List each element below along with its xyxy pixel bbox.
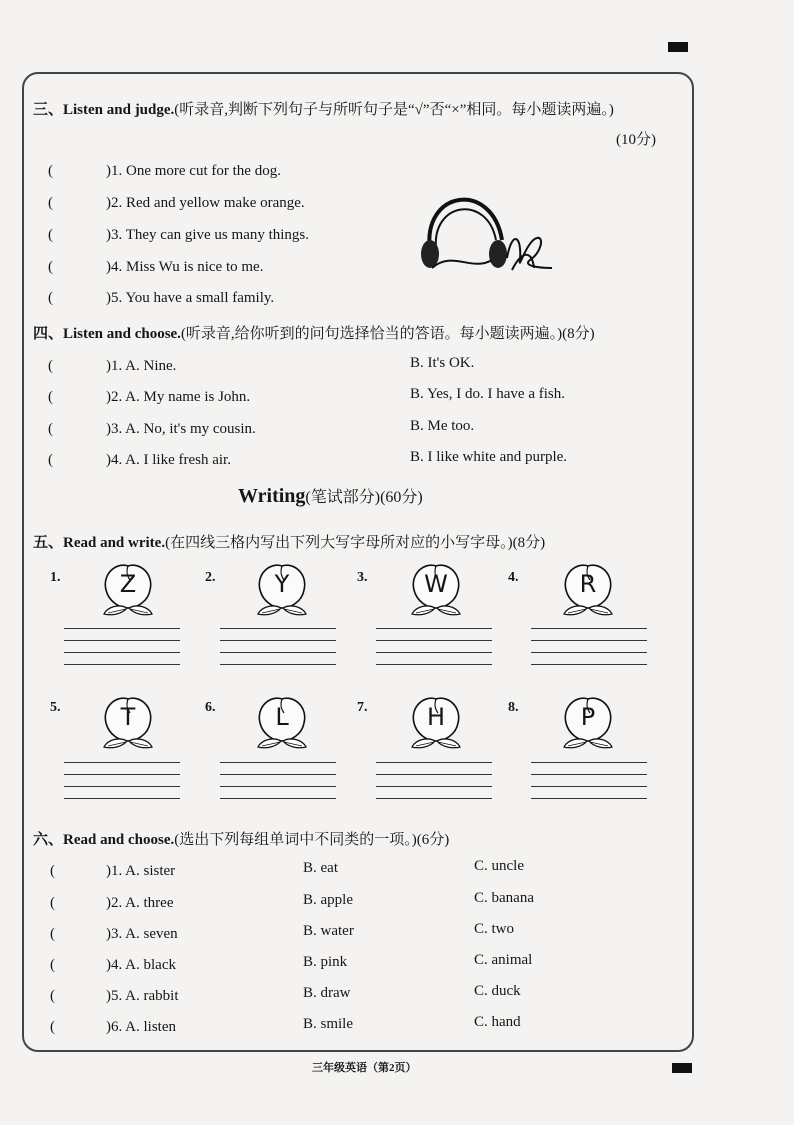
section5-title: 五、Read and write.(在四线三格内写出下列大写字母所对应的小写字母。)(8分) bbox=[33, 535, 546, 551]
option-b: B. I like white and purple. bbox=[410, 449, 568, 465]
question-item: )5. You have a small family. bbox=[106, 290, 275, 306]
peach-letter-icon bbox=[404, 693, 468, 753]
registration-mark-bottom bbox=[672, 1063, 692, 1073]
peach-letter-icon bbox=[556, 693, 620, 753]
answer-paren[interactable]: ( bbox=[48, 195, 53, 211]
option-b: B. apple bbox=[303, 892, 353, 908]
option-c: C. animal bbox=[474, 952, 533, 968]
four-line-grid[interactable] bbox=[220, 628, 336, 678]
section3-title: 三、Listen and judge.(听录音,判断下列句子与所听句子是“√”否“×”相同。每小题读两遍。) bbox=[33, 102, 614, 118]
option-c: C. two bbox=[474, 921, 515, 937]
letter-number: 4. bbox=[508, 570, 519, 585]
uppercase-letter: T bbox=[120, 703, 136, 731]
registration-mark-top bbox=[668, 42, 688, 52]
uppercase-letter: Y bbox=[274, 570, 290, 598]
option-a: )2. A. My name is John. bbox=[106, 389, 251, 405]
peach-letter-icon bbox=[96, 560, 160, 620]
four-line-grid[interactable] bbox=[64, 628, 180, 678]
answer-paren[interactable]: ( bbox=[50, 1019, 55, 1035]
four-line-grid[interactable] bbox=[64, 762, 180, 812]
answer-paren[interactable]: ( bbox=[48, 163, 53, 179]
letter-number: 1. bbox=[50, 570, 61, 585]
uppercase-letter: W bbox=[424, 570, 448, 598]
uppercase-letter: L bbox=[275, 703, 289, 731]
peach-letter-icon bbox=[250, 693, 314, 753]
answer-paren[interactable]: ( bbox=[50, 895, 55, 911]
answer-paren[interactable]: ( bbox=[48, 358, 53, 374]
answer-paren[interactable]: ( bbox=[48, 290, 53, 306]
headphones-icon bbox=[412, 180, 562, 280]
letter-number: 3. bbox=[357, 570, 368, 585]
letter-number: 2. bbox=[205, 570, 216, 585]
option-b: B. pink bbox=[303, 954, 348, 970]
option-c: C. banana bbox=[474, 890, 534, 906]
answer-paren[interactable]: ( bbox=[48, 259, 53, 275]
four-line-grid[interactable] bbox=[531, 762, 647, 812]
peach-letter-icon bbox=[96, 693, 160, 753]
section3-score: (10分) bbox=[616, 132, 656, 148]
four-line-grid[interactable] bbox=[531, 628, 647, 678]
option-a: )3. A. seven bbox=[106, 926, 178, 942]
answer-paren[interactable]: ( bbox=[48, 227, 53, 243]
option-b: B. It's OK. bbox=[410, 355, 475, 371]
option-b: B. Yes, I do. I have a fish. bbox=[410, 386, 565, 402]
answer-paren[interactable]: ( bbox=[48, 421, 53, 437]
answer-paren[interactable]: ( bbox=[48, 389, 53, 405]
option-a: )1. A. Nine. bbox=[106, 358, 177, 374]
letter-number: 6. bbox=[205, 700, 216, 715]
option-c: C. duck bbox=[474, 983, 521, 999]
option-a: )2. A. three bbox=[106, 895, 174, 911]
answer-paren[interactable]: ( bbox=[50, 957, 55, 973]
option-a: )4. A. black bbox=[106, 957, 176, 973]
option-a: )6. A. listen bbox=[106, 1019, 176, 1035]
answer-paren[interactable]: ( bbox=[48, 452, 53, 468]
option-b: B. Me too. bbox=[410, 418, 475, 434]
writing-heading: Writing(笔试部分)(60分) bbox=[238, 485, 423, 507]
option-a: )3. A. No, it's my cousin. bbox=[106, 421, 256, 437]
uppercase-letter: R bbox=[579, 570, 597, 598]
option-b: B. water bbox=[303, 923, 354, 939]
uppercase-letter: H bbox=[426, 703, 446, 731]
section4-title: 四、Listen and choose.(听录音,给你听到的问句选择恰当的答语。每小题读两遍。)(8分) bbox=[33, 326, 595, 342]
letter-number: 7. bbox=[357, 700, 368, 715]
page-footer: 三年级英语（第2页） bbox=[312, 1062, 417, 1074]
option-b: B. draw bbox=[303, 985, 351, 1001]
question-item: )2. Red and yellow make orange. bbox=[106, 195, 305, 211]
uppercase-letter: P bbox=[580, 703, 596, 731]
letter-number: 8. bbox=[508, 700, 519, 715]
four-line-grid[interactable] bbox=[220, 762, 336, 812]
letter-number: 5. bbox=[50, 700, 61, 715]
peach-letter-icon bbox=[250, 560, 314, 620]
answer-paren[interactable]: ( bbox=[50, 863, 55, 879]
option-c: C. hand bbox=[474, 1014, 521, 1030]
four-line-grid[interactable] bbox=[376, 762, 492, 812]
section6-title: 六、Read and choose.(选出下列每组单词中不同类的一项。)(6分) bbox=[33, 832, 450, 848]
question-item: )1. One more cut for the dog. bbox=[106, 163, 281, 179]
answer-paren[interactable]: ( bbox=[50, 926, 55, 942]
option-b: B. eat bbox=[303, 860, 338, 876]
question-item: )3. They can give us many things. bbox=[106, 227, 310, 243]
option-a: )4. A. I like fresh air. bbox=[106, 452, 231, 468]
uppercase-letter: Z bbox=[119, 570, 137, 598]
peach-letter-icon bbox=[556, 560, 620, 620]
option-a: )5. A. rabbit bbox=[106, 988, 179, 1004]
four-line-grid[interactable] bbox=[376, 628, 492, 678]
option-c: C. uncle bbox=[474, 858, 524, 874]
answer-paren[interactable]: ( bbox=[50, 988, 55, 1004]
option-a: )1. A. sister bbox=[106, 863, 176, 879]
peach-letter-icon bbox=[404, 560, 468, 620]
question-item: )4. Miss Wu is nice to me. bbox=[106, 259, 264, 275]
option-b: B. smile bbox=[303, 1016, 354, 1032]
